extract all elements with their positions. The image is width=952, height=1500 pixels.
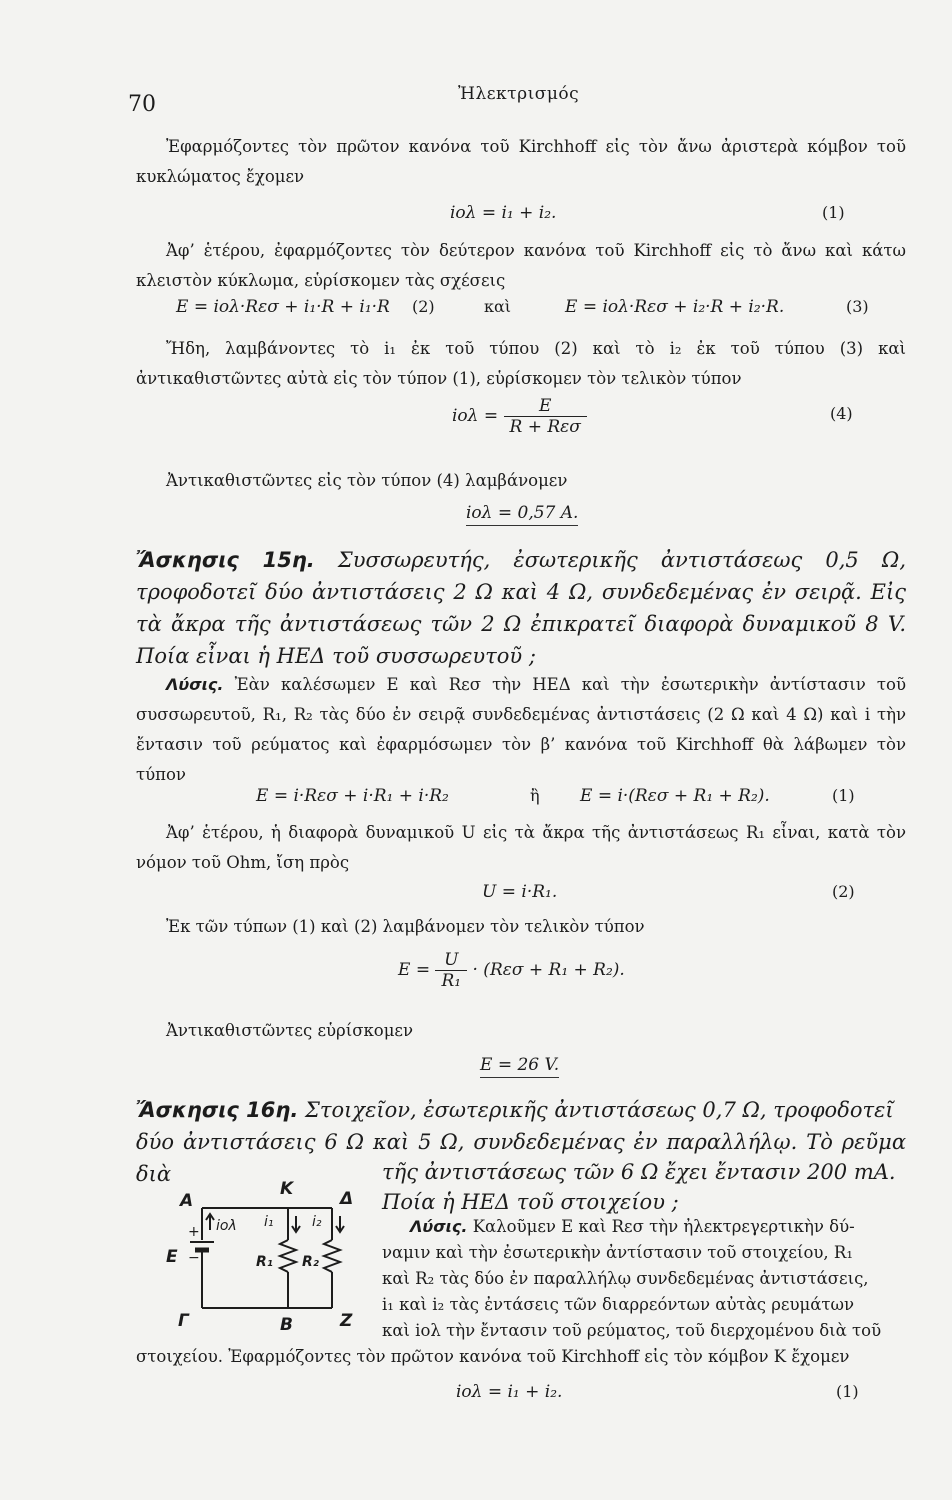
exercise-16-solution-2: ναμιν καὶ τὴν ἐσωτερικὴν ἀντίστασιν τοῦ στοιχείου, R₁ <box>382 1243 853 1262</box>
node-label-z: Z <box>340 1311 353 1331</box>
exercise-15-equation-1b: E = i·(Rεσ + R₁ + R₂). <box>580 786 770 806</box>
exercise-16-equation-1: iολ = i₁ + i₂. <box>456 1382 563 1402</box>
exercise-15-or: ἢ <box>530 786 540 805</box>
exercise-15-equation-3-lhs: E = <box>398 960 431 980</box>
current-label-i1: i₁ <box>264 1214 274 1230</box>
battery-plus-sign: + <box>188 1224 200 1240</box>
exercise-15-paragraph-2: Ἀφ’ ἑτέρου, ἡ διαφορὰ δυναμικοῦ U εἰς τὰ ἄκρα τῆς ἀντιστάσεως R₁ εἶναι, κατὰ τὸν νόμον τοῦ Ohm, ἴση πρὸς <box>136 823 906 872</box>
exercise-15-equation-3 <box>398 950 625 991</box>
equation-1: iολ = i₁ + i₂. <box>450 203 557 223</box>
exercise-16-solution-6: στοιχείου. Ἐφαρμόζοντες τὸν πρῶτον κανόνα τοῦ Kirchhoff εἰς τὸν κόμβον K ἔχομεν <box>136 1347 850 1366</box>
battery-minus-sign: − <box>188 1250 200 1266</box>
node-label-a: A <box>180 1191 194 1211</box>
exercise-16-solution-label: Λύσις. <box>410 1217 468 1236</box>
page-number: 70 <box>128 92 156 117</box>
paragraph-4: Ἀντικαθιστῶντες εἰς τὸν τύπον (4) λαμβάνομεν <box>166 471 568 490</box>
equation-4-numerator: E <box>504 396 587 417</box>
exercise-15-equation-3-denominator: R₁ <box>441 971 462 991</box>
paragraph-1: Ἐφαρμόζοντες τὸν πρῶτον κανόνα τοῦ Kirchhoff εἰς τὸν ἄνω ἀριστερὰ κόμβον τοῦ κυκλώματος ἔχομεν <box>136 137 906 186</box>
paragraph-2: Ἀφ’ ἑτέρου, ἐφαρμόζοντες τὸν δεύτερον κανόνα τοῦ Kirchhoff εἰς τὸ ἄνω καὶ κάτω κλειστὸν κύκλωμα, εὑρίσκομεν τὰς σχέσεις <box>136 241 906 290</box>
exercise-15-equation-1a: E = i·Rεσ + i·R₁ + i·R₂ <box>256 786 449 806</box>
result-1: iολ = 0,57 A. <box>466 503 578 526</box>
exercise-15-solution <box>136 670 906 790</box>
exercise-16-solution-text-1: Καλοῦμεν E καὶ Rεσ τὴν ἠλεκτρεγερτικὴν δύ- <box>472 1217 855 1236</box>
equation-2: E = iολ·Rεσ + i₁·R + i₁·R <box>176 297 390 317</box>
exercise-16-solution-4: i₁ καὶ i₂ τὰς ἐντάσεις τῶν διαρρεόντων αὐτὰς ρευμάτων <box>382 1295 854 1314</box>
exercise-15-result: E = 26 V. <box>480 1055 559 1078</box>
emf-label-e: E <box>166 1247 178 1267</box>
exercise-16-text-2: δύο ἀντιστάσεις 6 Ω καὶ 5 Ω, συνδεδεμένας ἐν παραλλήλῳ. Τὸ ρεῦμα διὰ <box>136 1130 906 1186</box>
exercise-15-equation-1-number: (1) <box>832 786 855 805</box>
equation-4-lhs: iολ = <box>452 406 499 426</box>
resistor-r1 <box>280 1240 296 1272</box>
running-header: Ἠλεκτρισμός <box>458 84 580 104</box>
equation-4-number: (4) <box>830 404 853 423</box>
exercise-15-paragraph-4: Ἀντικαθιστῶντες εὑρίσκομεν <box>166 1021 414 1040</box>
exercise-16-text-4: Ποία ἡ ΗΕΔ τοῦ στοιχείου ; <box>382 1190 679 1214</box>
exercise-15-text: Συσσωρευτής, ἐσωτερικῆς ἀντιστάσεως 0,5 Ω, τροφοδοτεῖ δύο ἀντιστάσεις 2 Ω καὶ 4 Ω, συνδεδεμένας ἐν σειρᾷ. Εἰς τὰ ἄκρα τῆς ἀντιστάσεως τῶν 2 Ω ἐπικρατεῖ διαφορὰ δυναμικοῦ 8 V. Ποία εἶναι ἡ ΗΕΔ τοῦ συσσωρευτοῦ ; <box>136 548 907 668</box>
exercise-15 <box>136 544 906 672</box>
exercise-15-title: Ἄσκησις 15η. <box>136 548 315 572</box>
circuit-diagram <box>160 1180 370 1340</box>
current-label-i2: i₂ <box>312 1214 322 1230</box>
exercise-15-equation-2-number: (2) <box>832 882 855 901</box>
paragraph-3: Ἤδη, λαμβάνοντες τὸ i₁ ἐκ τοῦ τύπου (2) καὶ τὸ i₂ ἐκ τοῦ τύπου (3) καὶ ἀντικαθιστῶντες αὐτὰ εἰς τὸν τύπον (1), εὑρίσκομεν τὸν τελικὸν τύπον <box>136 339 906 388</box>
exercise-16-text-1: Στοιχεῖον, ἐσωτερικῆς ἀντιστάσεως 0,7 Ω, τροφοδοτεῖ <box>305 1098 894 1122</box>
current-label-total: iολ <box>216 1218 237 1234</box>
exercise-15-equation-3-fraction <box>435 950 467 991</box>
node-label-b: B <box>280 1315 293 1335</box>
resistor-r2 <box>324 1240 340 1272</box>
equation-2-number: (2) <box>412 297 435 316</box>
exercise-16-line-1 <box>136 1094 906 1126</box>
equation-1-number: (1) <box>822 203 845 222</box>
resistor-label-r1: R₁ <box>256 1254 273 1270</box>
exercise-15-solution-text: Ἐὰν καλέσωμεν E καὶ Rεσ τὴν ΗΕΔ καὶ τὴν ἐσωτερικὴν ἀντίστασιν τοῦ συσσωρευτοῦ, R₁, R₂ τὰς δύο ἐν σειρᾷ συνδεδεμένας ἀντιστάσεις (2 Ω καὶ 4 Ω) καὶ i τὴν ἔντασιν τοῦ ρεύματος καὶ ἐφαρμόσωμεν τὸν β’ κανόνα τοῦ Kirchhoff θὰ λάβωμεν τὸν τύπον <box>136 675 906 784</box>
exercise-15-paragraph-3: Ἐκ τῶν τύπων (1) καὶ (2) λαμβάνομεν τὸν τελικὸν τύπον <box>166 917 645 936</box>
exercise-16-solution-3: καὶ R₂ τὰς δύο ἐν παραλλήλῳ συνδεδεμένας ἀντιστάσεις, <box>382 1269 869 1288</box>
node-label-k: K <box>280 1180 294 1199</box>
equation-4-denominator: R + Rεσ <box>509 417 581 437</box>
node-label-delta: Δ <box>340 1189 354 1209</box>
exercise-15-equation-3-rhs: · (Rεσ + R₁ + R₂). <box>472 960 625 980</box>
equation-connector: καὶ <box>484 297 512 316</box>
equation-3: E = iολ·Rεσ + i₂·R + i₂·R. <box>565 297 785 317</box>
exercise-16-solution-5: καὶ iολ τὴν ἔντασιν τοῦ ρεύματος, τοῦ διερχομένου διὰ τοῦ <box>382 1321 882 1340</box>
exercise-15-equation-3-numerator: U <box>435 950 467 971</box>
resistor-label-r2: R₂ <box>302 1254 319 1270</box>
equation-4 <box>452 396 587 437</box>
equation-3-number: (3) <box>846 297 869 316</box>
exercise-16-text-3: τῆς ἀντιστάσεως τῶν 6 Ω ἔχει ἔντασιν 200 mA. <box>382 1160 896 1184</box>
exercise-16-equation-1-number: (1) <box>836 1382 859 1401</box>
exercise-15-solution-label: Λύσις. <box>166 675 224 694</box>
equation-4-fraction <box>504 396 587 437</box>
exercise-15-equation-2: U = i·R₁. <box>482 882 558 902</box>
exercise-16-title: Ἄσκησις 16η. <box>136 1098 299 1122</box>
node-label-gamma: Γ <box>178 1311 189 1331</box>
